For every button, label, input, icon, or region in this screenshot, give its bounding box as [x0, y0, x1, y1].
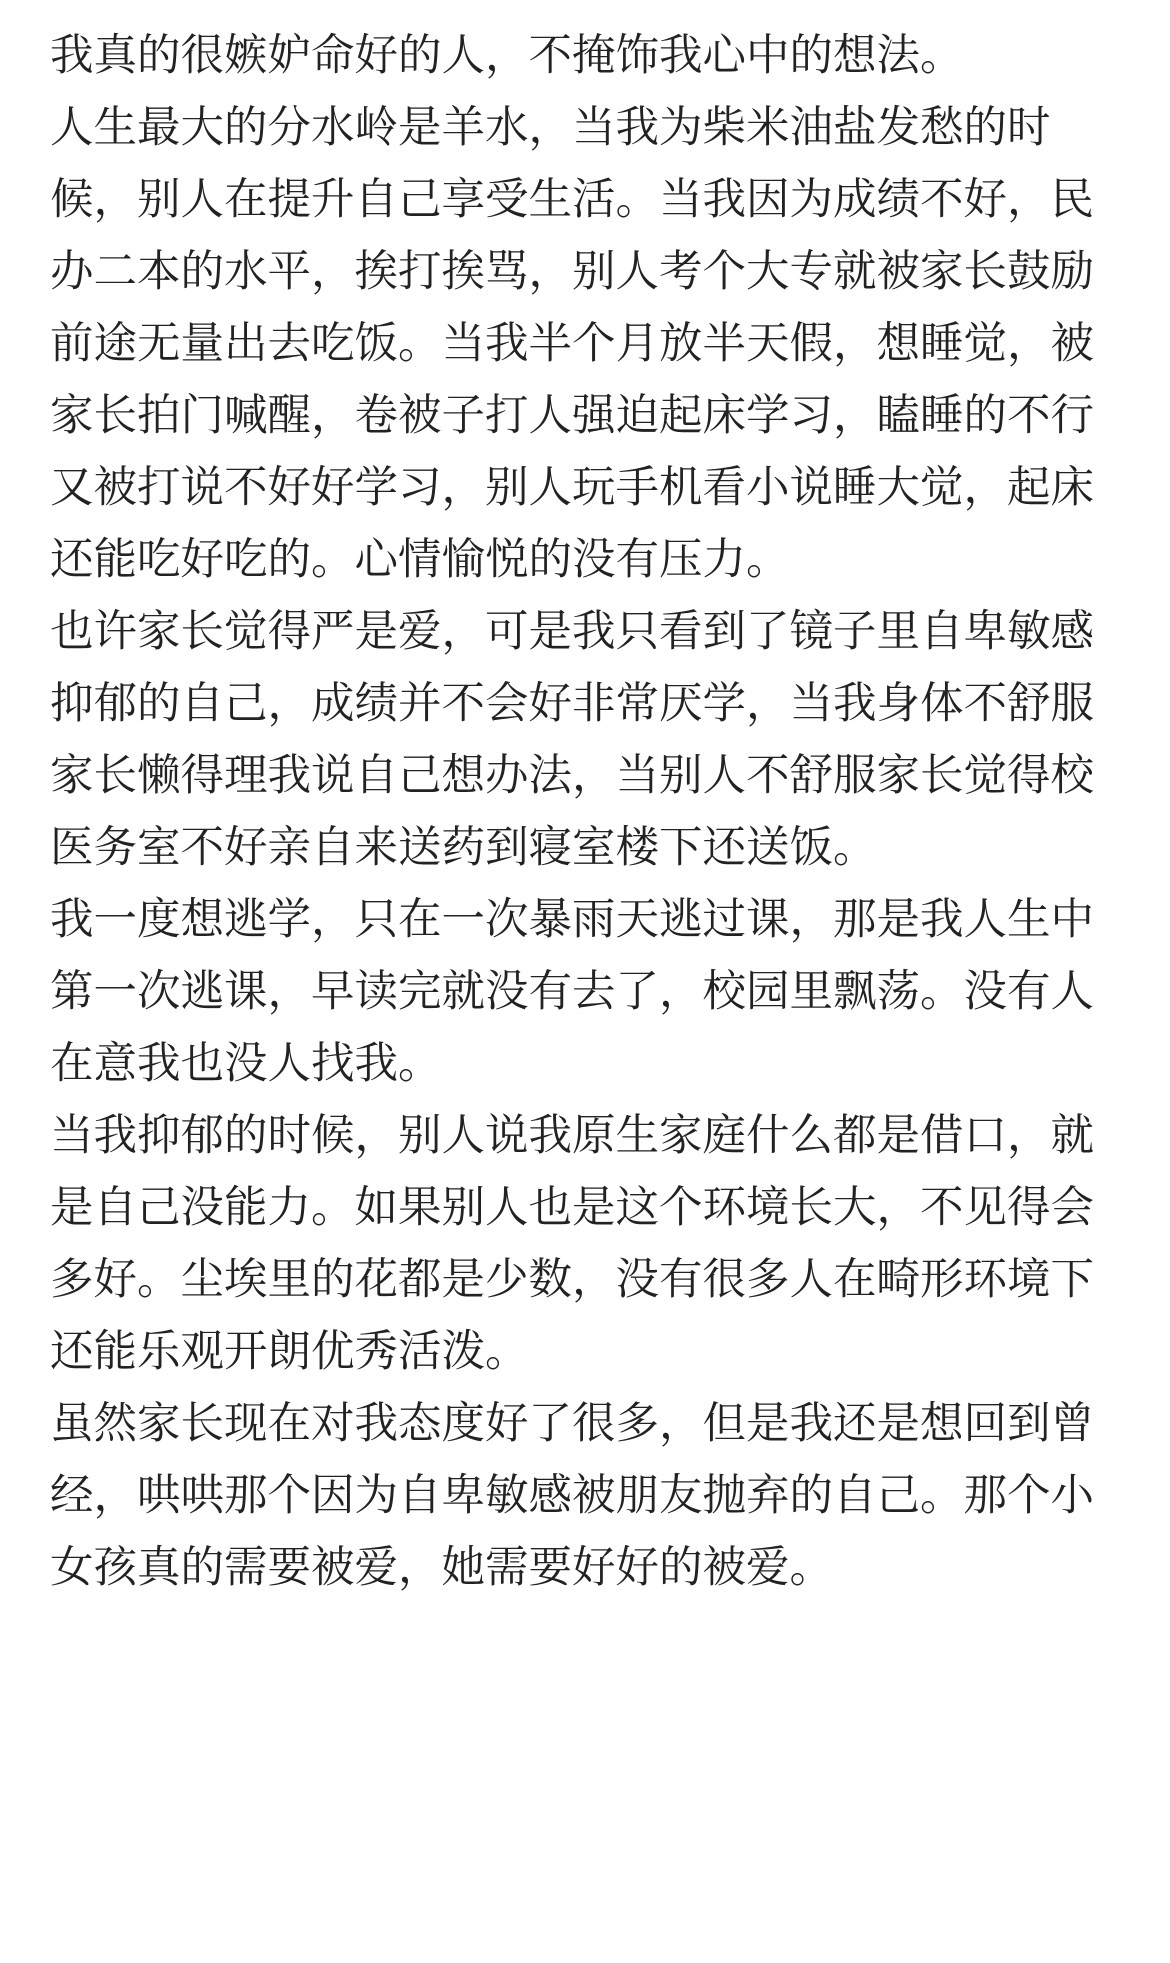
paragraph: 虽然家长现在对我态度好了很多，但是我还是想回到曾经，哄哄那个因为自卑敏感被朋友抛弃的自己。那个小女孩真的需要被爱，她需要好好的被爱。 [50, 1399, 1094, 1593]
paragraph: 也许家长觉得严是爱，可是我只看到了镜子里自卑敏感抑郁的自己，成绩并不会好非常厌学，当我身体不舒服家长懒得理我说自己想办法，当别人不舒服家长觉得校医务室不好亲自来送药到寝室楼下还送饭。 [50, 607, 1094, 873]
paragraph: 我真的很嫉妒命好的人，不掩饰我心中的想法。 [50, 31, 964, 81]
paragraph: 当我抑郁的时候，别人说我原生家庭什么都是借口，就是自己没能力。如果别人也是这个环境长大，不见得会多好。尘埃里的花都是少数，没有很多人在畸形环境下还能乐观开朗优秀活泼。 [50, 1111, 1094, 1377]
paragraph: 人生最大的分水岭是羊水，当我为柴米油盐发愁的时候，别人在提升自己享受生活。当我因为成绩不好，民办二本的水平，挨打挨骂，别人考个大专就被家长鼓励前途无量出去吃饭。当我半个月放半天假，想睡觉，被家长拍门喊醒，卷被子打人强迫起床学习，瞌睡的不行又被打说不好好学习，别人玩手机看小说睡大觉，起床还能吃好吃的。心情愉悦的没有压力。 [50, 103, 1094, 585]
paragraph: 我一度想逃学，只在一次暴雨天逃过课，那是我人生中第一次逃课，早读完就没有去了，校园里飘荡。没有人在意我也没人找我。 [50, 895, 1094, 1089]
post-body [50, 0, 1100, 1604]
